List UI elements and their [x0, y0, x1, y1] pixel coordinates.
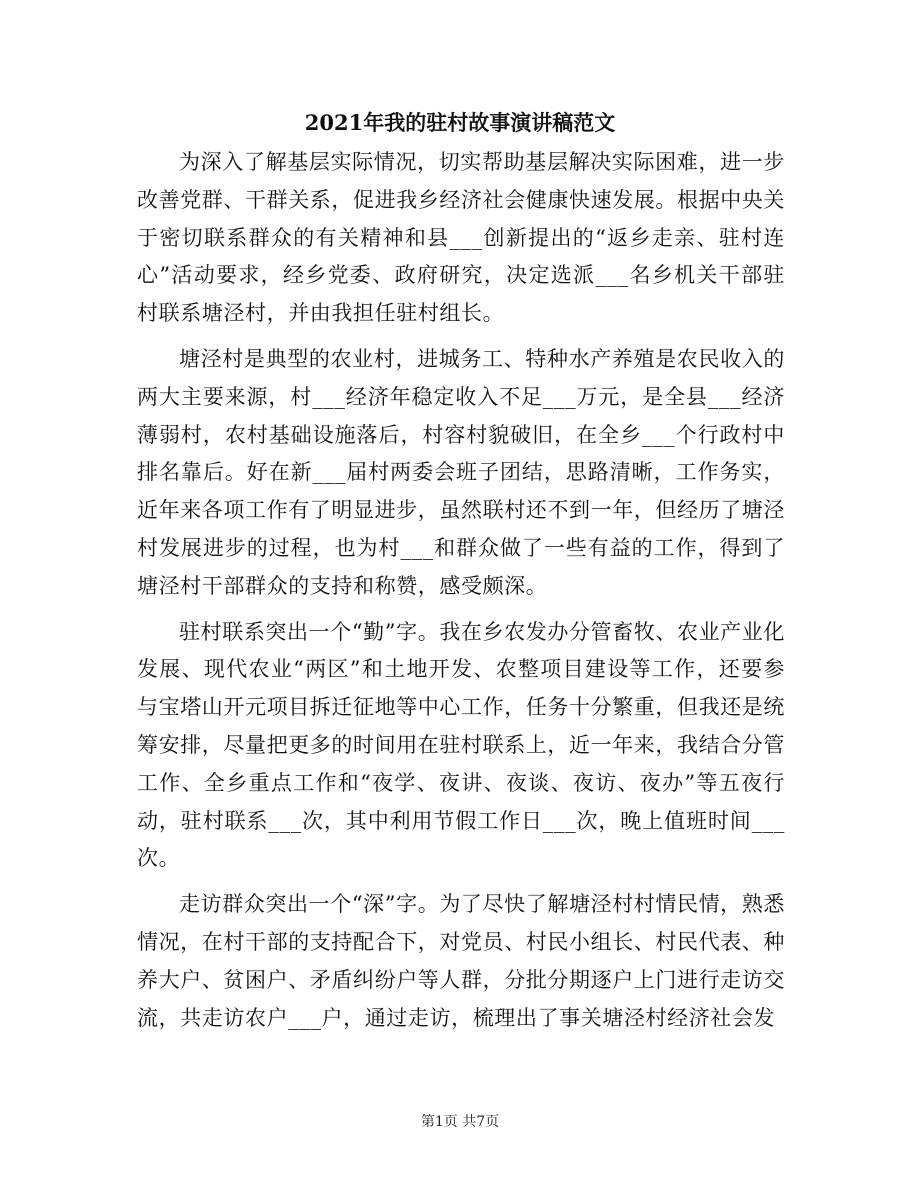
document-body: [137, 144, 785, 1045]
paragraph-2: 塘泾村是典型的农业村，进城务工、特种水产养殖是农民收入的两大主要来源，村___经济年稳定收入不足___万元，是全县___经济薄弱村，农村基础设施落后，村容村貌破旧，在全乡___个行政村中排名靠后。好在新___届村两委会班子团结，思路清晰，工作务实，近年来各项工作有了明显进步，虽然联村还不到一年，但经历了塘泾村发展进步的过程，也为村___和群众做了一些有益的工作，得到了塘泾村干部群众的支持和称赞，感受颇深。: [137, 346, 785, 598]
document-title: 2021年我的驻村故事演讲稿范文: [304, 110, 616, 135]
paragraph-3: 驻村联系突出一个“勤”字。我在乡农发办分管畜牧、农业产业化发展、现代农业“两区”和土地开发、农整项目建设等工作，还要参与宝塔山开元项目拆迁征地等中心工作，任务十分繁重，但我还是统筹安排，尽量把更多的时间用在驻村联系上，近一年来，我结合分管工作、全乡重点工作和“夜学、夜讲、夜谈、夜访、夜办”等五夜行动，驻村联系___次，其中利用节假工作日___次，晚上值班时间___次。: [137, 619, 785, 871]
paragraph-1: 为深入了解基层实际情况，切实帮助基层解决实际困难，进一步改善党群、干群关系，促进我乡经济社会健康快速发展。根据中央关于密切联系群众的有关精神和县___创新提出的“返乡走亲、驻村连心”活动要求，经乡党委、政府研究，决定选派___名乡机关干部驻村联系塘泾村，并由我担任驻村组长。: [137, 150, 785, 326]
page-number-footer: 第1页 共7页: [420, 1114, 500, 1130]
paragraph-4: 走访群众突出一个“深”字。为了尽快了解塘泾村村情民情，熟悉情况，在村干部的支持配合下，对党员、村民小组长、村民代表、种养大户、贫困户、矛盾纠纷户等人群，分批分期逐户上门进行走访交流，共走访农户___户，通过走访，梳理出了事关塘泾村经济社会发: [137, 892, 785, 1030]
